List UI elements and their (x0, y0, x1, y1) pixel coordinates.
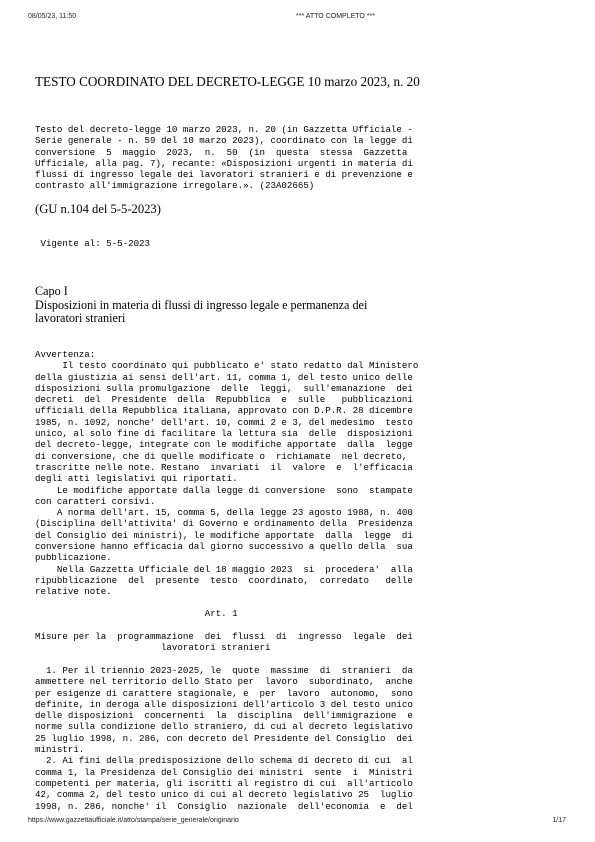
gazzetta-reference: (GU n.104 del 5-5-2023) (35, 202, 161, 216)
print-datetime: 08/05/23, 11:50 (28, 13, 77, 20)
article-body: 1. Per il triennio 2023-2025, le quote massime di stranieri da ammettere nel territorio dello Stato per lavoro subordinato, anche per esigenze di carattere stagionale, e per lavoro autonomo, sono definite, in deroga alle disposizioni dell'articolo 3 del testo unico delle disposizioni concernenti la disciplina dell'immigrazione e norme sulla condizione dello straniero, di cui al decreto legislativo 25 luglio 1998, n. 286, con decreto del Presidente del Consiglio dei ministri. 2. Ai fini della predisposizione dello schema di decreto di cui al comma 1, la Presidenza del Consiglio dei ministri sente i Ministri competenti per materia, gli iscritti al registro di cui all'articolo 42, comma 2, del testo unico di cui al decreto legislativo 25 luglio 1998, n. 286, nonche' il Consiglio nazionale dell'economia e del (35, 665, 413, 812)
print-header-title: *** ATTO COMPLETO *** (296, 13, 375, 20)
intro-paragraph: Testo del decreto-legge 10 marzo 2023, n. 20 (in Gazzetta Ufficiale - Serie generale - n. 59 del 10 marzo 2023), coordinato con la legge di conversione 5 maggio 2023, n. 50 (in questa stessa Gazzetta Ufficiale, alla pag. 7), recante: «Disposizioni urgenti in materia di flussi di ingresso legale dei lavoratori stranieri e di prevenzione e contrasto all'immigrazione irregolare.». (23A02665) (35, 124, 413, 192)
article-heading: Misure per la programmazione dei flussi di ingresso legale dei lavoratori stranieri (35, 631, 413, 654)
avvertenza-section: Avvertenza: Il testo coordinato qui pubblicato e' stato redatto dal Ministero della giustizia ai sensi dell'art. 11, comma 1, del testo unico delle disposizioni sulla promulgazione delle leggi, sull'emanazione dei decreti del Presidente della Repubblica e sulle pubblicazioni ufficiali della Repubblica italiana, approvato con D.P.R. 28 dicembre 1985, n. 1092, nonche' dell'art. 10, commi 2 e 3, del medesimo testo unico, al solo fine di facilitare la lettura sia delle disposizioni del decreto-legge, integrate con le modifiche apportate dalla legge di conversione, che di quelle modificate o richiamate nel decreto, trascritte nelle note. Restano invariati il valore e l'efficacia degli atti legislativi qui riportati. Le modifiche apportate dalla legge di conversione sono stampate con caratteri corsivi. A norma dell'art. 15, comma 5, della legge 23 agosto 1988, n. 400 (Disciplina dell'attivita' di Governo e ordinamento della Presidenza del Consiglio dei ministri), le modifiche apportate dalla legge di conversione hanno efficacia dal giorno successivo a quello della sua pubblicazione. Nella Gazzetta Ufficiale del 18 maggio 2023 si procedera' alla ripubblicazione del presente testo coordinato, corredato delle relative note. (35, 349, 419, 598)
vigente-date: Vigente al: 5-5-2023 (35, 238, 150, 249)
document-title: TESTO COORDINATO DEL DECRETO-LEGGE 10 marzo 2023, n. 20 (35, 74, 420, 89)
page-number: 1/17 (552, 817, 566, 824)
source-url-link[interactable]: https://www.gazzettaufficiale.it/atto/stampa/serie_generale/originario (28, 817, 239, 824)
capo-subtitle-line-2: lavoratori stranieri (35, 311, 126, 326)
capo-heading (35, 285, 367, 326)
capo-title: Capo I (35, 284, 68, 298)
article-label: Art. 1 (35, 608, 238, 619)
capo-subtitle-line-1: Disposizioni in materia di flussi di ingresso legale e permanenza dei (35, 297, 368, 312)
